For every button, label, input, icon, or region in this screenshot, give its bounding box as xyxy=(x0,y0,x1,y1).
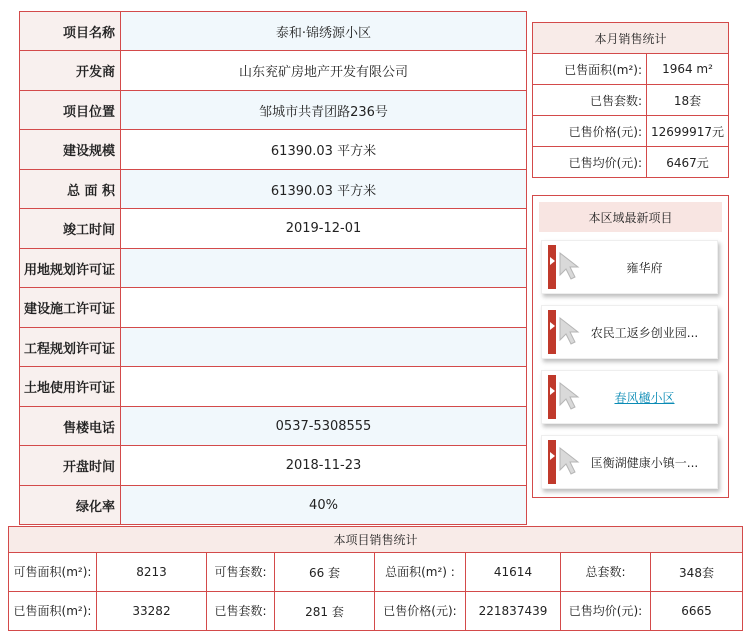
info-label: 竣工时间 xyxy=(20,209,121,248)
sold-price-value: 221837439 xyxy=(466,592,561,630)
info-value: 0537-5308555 xyxy=(121,407,527,445)
info-value: 泰和·锦绣源小区 xyxy=(121,12,527,50)
red-flag-icon xyxy=(548,440,556,484)
info-value xyxy=(121,249,527,287)
project-info-table xyxy=(19,11,527,525)
monthly-label: 已售价格(元): xyxy=(533,116,647,146)
monthly-row xyxy=(533,54,728,85)
latest-projects-panel xyxy=(532,195,729,498)
avg-price-value: 6665 xyxy=(681,604,712,618)
latest-project-card[interactable] xyxy=(541,435,718,489)
info-value: 2019-12-01 xyxy=(121,209,527,248)
info-value: 40% xyxy=(121,486,527,524)
info-label: 项目位置 xyxy=(20,91,121,129)
total-units-value: 348套 xyxy=(679,565,714,580)
monthly-sales-title: 本月销售统计 xyxy=(533,23,728,54)
available-units-label: 可售套数: xyxy=(207,553,275,591)
red-flag-icon xyxy=(548,310,556,354)
info-row-construction-permit xyxy=(20,288,527,328)
info-row-green-rate xyxy=(20,486,527,525)
project-sales-row-available xyxy=(9,553,742,592)
info-row-phone xyxy=(20,407,527,446)
monthly-label: 已售面积(m²): xyxy=(533,54,647,84)
info-row-scale xyxy=(20,130,527,170)
info-label: 用地规划许可证 xyxy=(20,249,121,287)
monthly-row xyxy=(533,147,728,177)
info-value: 山东兖矿房地产开发有限公司 xyxy=(121,51,527,90)
monthly-row xyxy=(533,85,728,116)
sold-area-label: 已售面积(m²): xyxy=(9,592,97,630)
info-row-land-use-permit xyxy=(20,367,527,407)
info-value xyxy=(121,367,527,406)
monthly-value: 1964 m² xyxy=(662,62,713,76)
monthly-label: 已售均价(元): xyxy=(533,147,647,177)
red-flag-icon xyxy=(548,375,556,419)
latest-project-card[interactable] xyxy=(541,370,718,424)
latest-project-card[interactable] xyxy=(541,305,718,359)
project-sales-row-sold xyxy=(9,592,742,630)
available-area-label: 可售面积(m²): xyxy=(9,553,97,591)
total-units-label: 总套数: xyxy=(561,553,651,591)
info-value xyxy=(121,328,527,366)
available-units-value: 66 套 xyxy=(275,553,375,591)
latest-projects-title: 本区域最新项目 xyxy=(539,202,722,232)
info-row-land-permit xyxy=(20,249,527,288)
monthly-value: 6467元 xyxy=(666,155,709,170)
info-row-opening xyxy=(20,446,527,486)
info-label: 项目名称 xyxy=(20,12,121,50)
info-label: 总 面 积 xyxy=(20,170,121,208)
latest-project-card[interactable] xyxy=(541,240,718,294)
info-row-engineering-permit xyxy=(20,328,527,367)
info-label: 开发商 xyxy=(20,51,121,90)
info-label: 开盘时间 xyxy=(20,446,121,485)
latest-project-link[interactable]: 春风樾小区 xyxy=(614,390,675,405)
info-row-total-area xyxy=(20,170,527,209)
monthly-row xyxy=(533,116,728,147)
info-row-completion xyxy=(20,209,527,249)
info-value: 邹城市共青团路236号 xyxy=(121,91,527,129)
monthly-value: 18套 xyxy=(673,93,702,108)
info-row-developer xyxy=(20,51,527,91)
info-value: 61390.03 平方米 xyxy=(121,170,527,208)
info-label: 售楼电话 xyxy=(20,407,121,445)
monthly-value: 12699917元 xyxy=(650,124,725,139)
info-value xyxy=(121,288,527,327)
latest-project-link[interactable]: 雍华府 xyxy=(626,260,663,275)
sold-area-value: 33282 xyxy=(97,592,207,630)
info-label: 绿化率 xyxy=(20,486,121,524)
latest-project-link[interactable]: 匡衡湖健康小镇一... xyxy=(590,455,699,470)
avg-price-label: 已售均价(元): xyxy=(561,592,651,630)
info-value: 61390.03 平方米 xyxy=(121,130,527,169)
red-flag-icon xyxy=(548,245,556,289)
sold-price-label: 已售价格(元): xyxy=(375,592,466,630)
latest-project-link[interactable]: 农民工返乡创业园... xyxy=(590,325,699,340)
monthly-label: 已售套数: xyxy=(533,85,647,115)
info-row-name xyxy=(20,12,527,51)
info-value: 2018-11-23 xyxy=(121,446,527,485)
info-label: 土地使用许可证 xyxy=(20,367,121,406)
sold-units-value: 281 套 xyxy=(275,592,375,630)
info-label: 建设规模 xyxy=(20,130,121,169)
info-row-location xyxy=(20,91,527,130)
available-area-value: 8213 xyxy=(97,553,207,591)
project-sales-title: 本项目销售统计 xyxy=(9,527,742,553)
info-label: 工程规划许可证 xyxy=(20,328,121,366)
total-area-label: 总面积(m²) : xyxy=(375,553,466,591)
sold-units-label: 已售套数: xyxy=(207,592,275,630)
monthly-sales-panel xyxy=(532,22,729,178)
info-label: 建设施工许可证 xyxy=(20,288,121,327)
total-area-value: 41614 xyxy=(466,553,561,591)
project-sales-panel xyxy=(8,526,743,631)
